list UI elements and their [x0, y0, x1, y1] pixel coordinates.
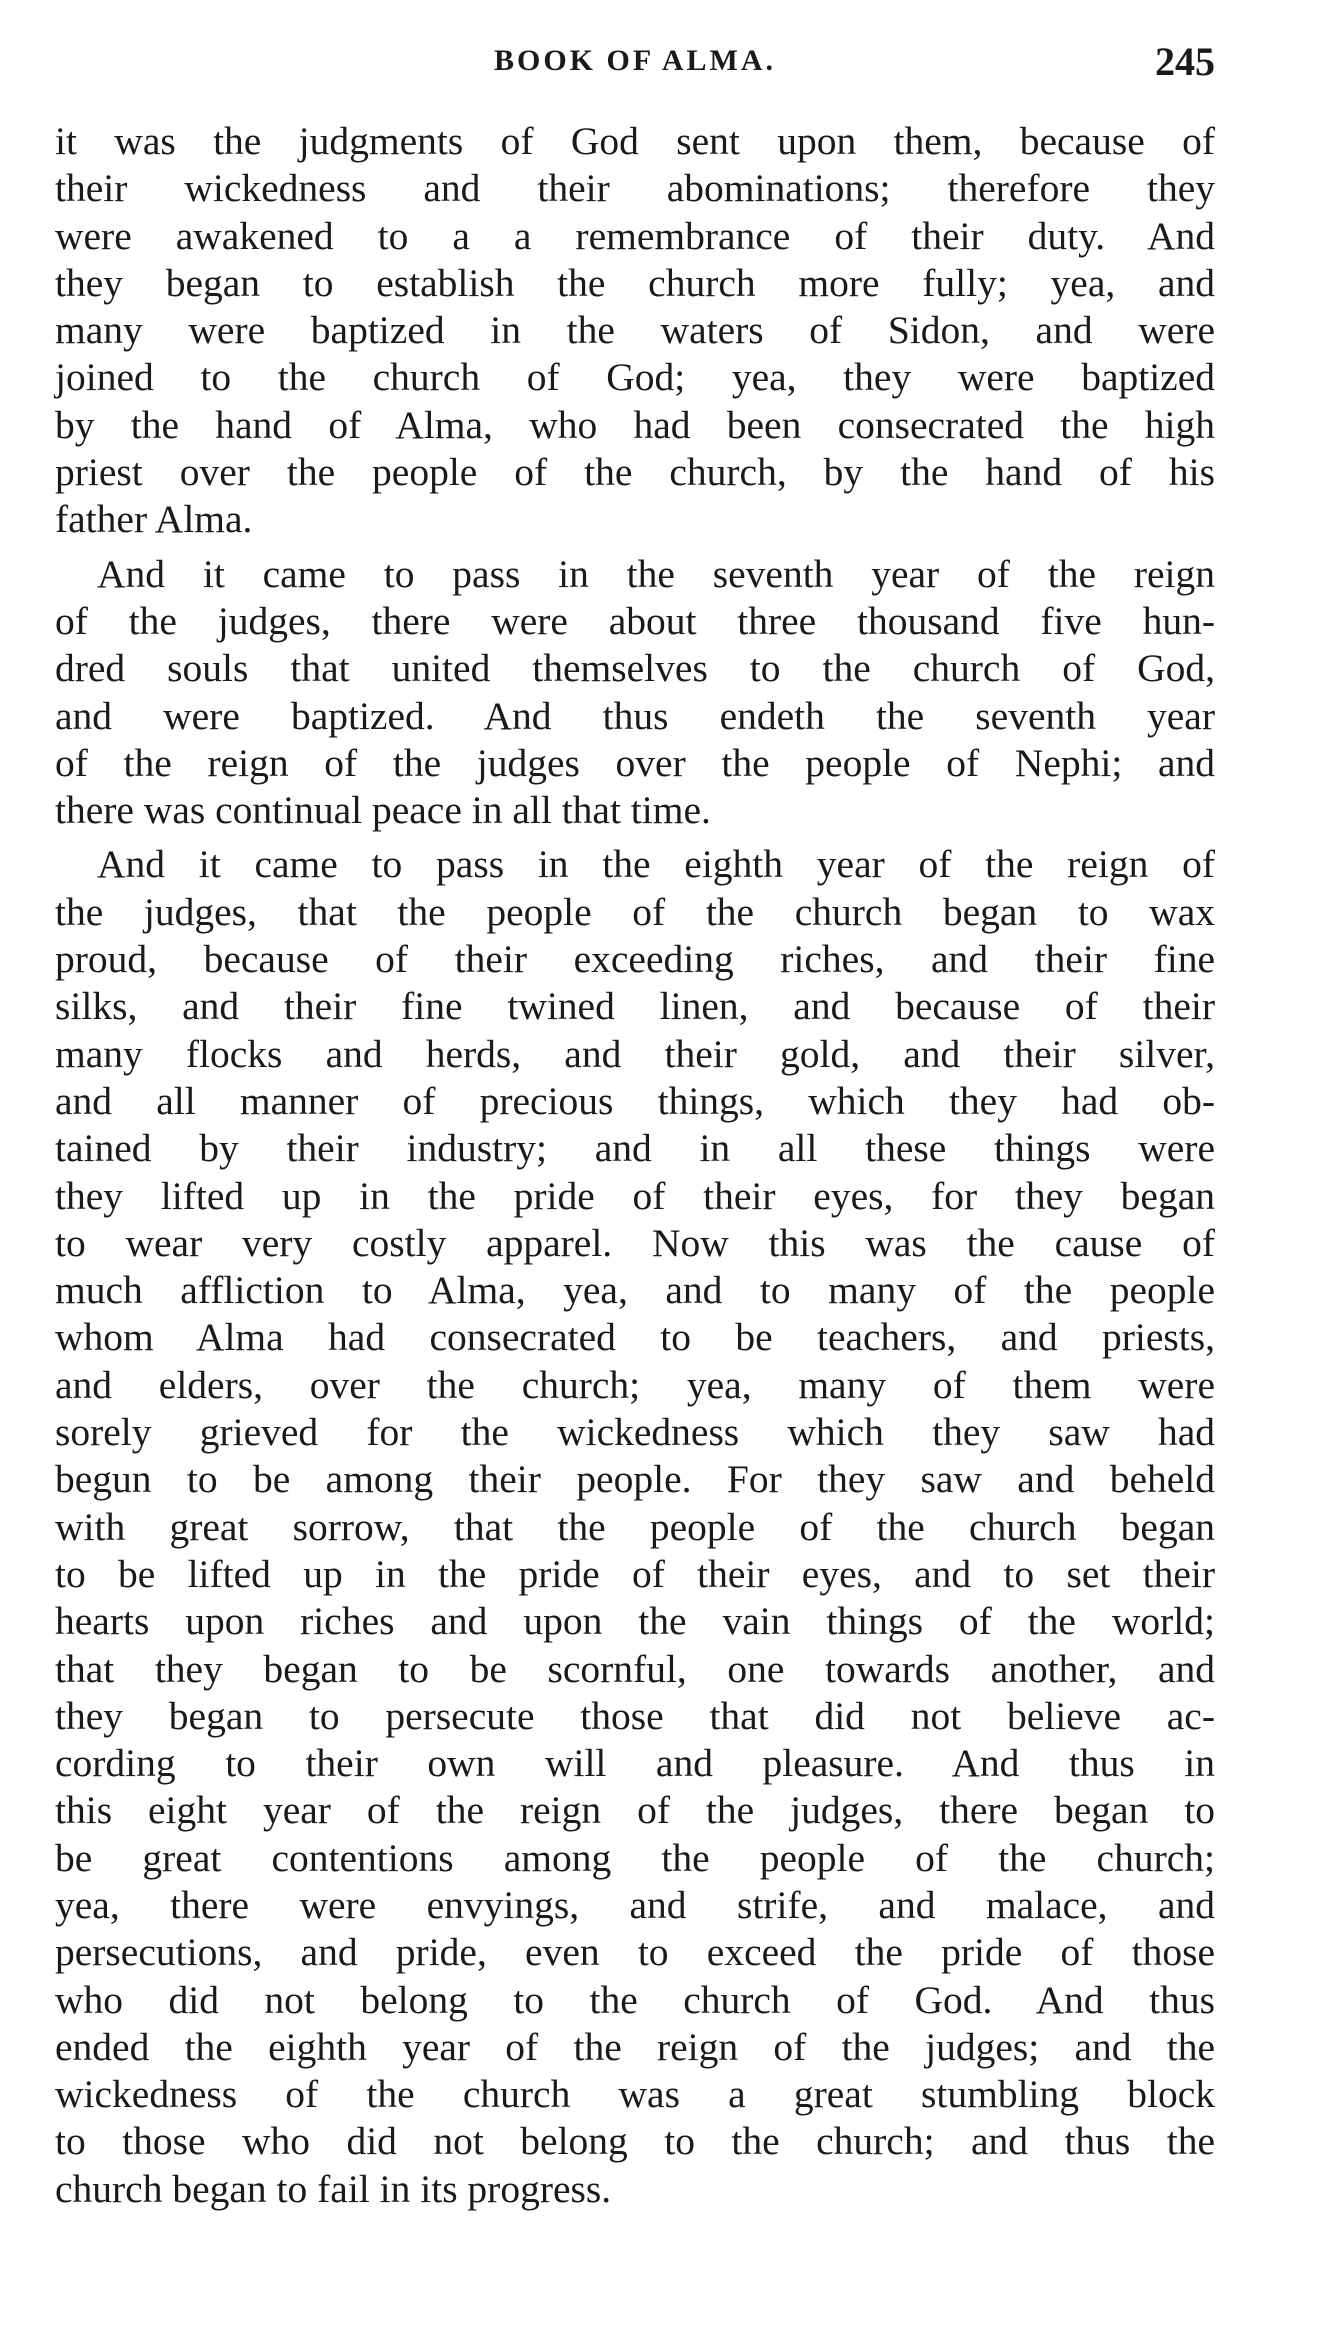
text-line: were awakened to a a remembrance of their duty. And — [55, 213, 1215, 258]
paragraph-2 — [55, 551, 1215, 835]
text-line: this eight year of the reign of the judges, there began to — [55, 1788, 1215, 1833]
text-line: be great contentions among the people of the church; — [55, 1835, 1215, 1880]
text-line: of the judges, there were about three thousand five hun- — [55, 598, 1215, 643]
text-line: they lifted up in the pride of their eyes, for they began — [55, 1173, 1215, 1218]
text-line: persecutions, and pride, even to exceed the pride of those — [55, 1930, 1215, 1975]
text-line: ended the eighth year of the reign of the judges; and the — [55, 2024, 1215, 2069]
text-line: church began to fail in its progress. — [55, 2166, 612, 2211]
text-line: proud, because of their exceeding riches, and their fine — [55, 937, 1215, 982]
paragraph-3 — [55, 841, 1215, 2213]
text-line: priest over the people of the church, by the hand of his — [55, 450, 1215, 495]
text-line: that they began to be scornful, one towards another, and — [55, 1646, 1215, 1691]
text-line: of the reign of the judges over the people of Nephi; and — [55, 740, 1215, 785]
text-line: and all manner of precious things, which they had ob- — [55, 1078, 1215, 1123]
text-line: to those who did not belong to the church; and thus the — [55, 2119, 1215, 2164]
text-line: father Alma. — [55, 497, 253, 542]
text-line: and elders, over the church; yea, many of them were — [55, 1362, 1215, 1407]
text-line: there was continual peace in all that time. — [55, 788, 711, 833]
text-line: And it came to pass in the seventh year of the reign — [97, 551, 1215, 596]
text-line: silks, and their fine twined linen, and because of their — [55, 984, 1215, 1029]
text-line: by the hand of Alma, who had been consecrated the high — [55, 402, 1215, 447]
text-line: sorely grieved for the wickedness which they saw had — [55, 1410, 1215, 1455]
text-line: who did not belong to the church of God. And thus — [55, 1977, 1215, 2022]
paragraph-1 — [55, 118, 1215, 544]
running-head: BOOK OF ALMA. — [493, 44, 777, 77]
body-text — [55, 118, 1215, 2213]
text-line: And it came to pass in the eighth year of the reign of — [97, 842, 1215, 887]
text-line: with great sorrow, that the people of the church began — [55, 1504, 1215, 1549]
text-line: joined to the church of God; yea, they were baptized — [55, 355, 1215, 400]
text-line: yea, there were envyings, and strife, and malace, and — [55, 1882, 1215, 1927]
text-line: begun to be among their people. For they saw and beheld — [55, 1457, 1215, 1502]
text-line: and were baptized. And thus endeth the seventh year — [55, 693, 1215, 738]
text-line: the judges, that the people of the church began to wax — [55, 889, 1215, 934]
text-line: to wear very costly apparel. Now this was the cause of — [55, 1220, 1215, 1265]
page-header — [55, 38, 1215, 86]
text-line: dred souls that united themselves to the church of God, — [55, 646, 1215, 691]
text-line: many were baptized in the waters of Sidon, and were — [55, 308, 1215, 353]
text-line: tained by their industry; and in all these things were — [55, 1126, 1215, 1171]
text-line: they began to establish the church more fully; yea, and — [55, 260, 1215, 305]
text-line: hearts upon riches and upon the vain things of the world; — [55, 1599, 1215, 1644]
text-line: their wickedness and their abominations; therefore they — [55, 166, 1215, 211]
text-line: they began to persecute those that did not believe ac- — [55, 1693, 1215, 1738]
text-line: whom Alma had consecrated to be teachers, and priests, — [55, 1315, 1215, 1360]
text-line: it was the judgments of God sent upon them, because of — [55, 119, 1215, 163]
text-line: much affliction to Alma, yea, and to many of the people — [55, 1268, 1215, 1313]
text-line: many flocks and herds, and their gold, and their silver, — [55, 1031, 1215, 1076]
page-number: 245 — [1155, 39, 1215, 84]
text-line: wickedness of the church was a great stumbling block — [55, 2072, 1215, 2117]
text-line: to be lifted up in the pride of their eyes, and to set their — [55, 1551, 1215, 1596]
text-line: cording to their own will and pleasure. And thus in — [55, 1741, 1215, 1786]
